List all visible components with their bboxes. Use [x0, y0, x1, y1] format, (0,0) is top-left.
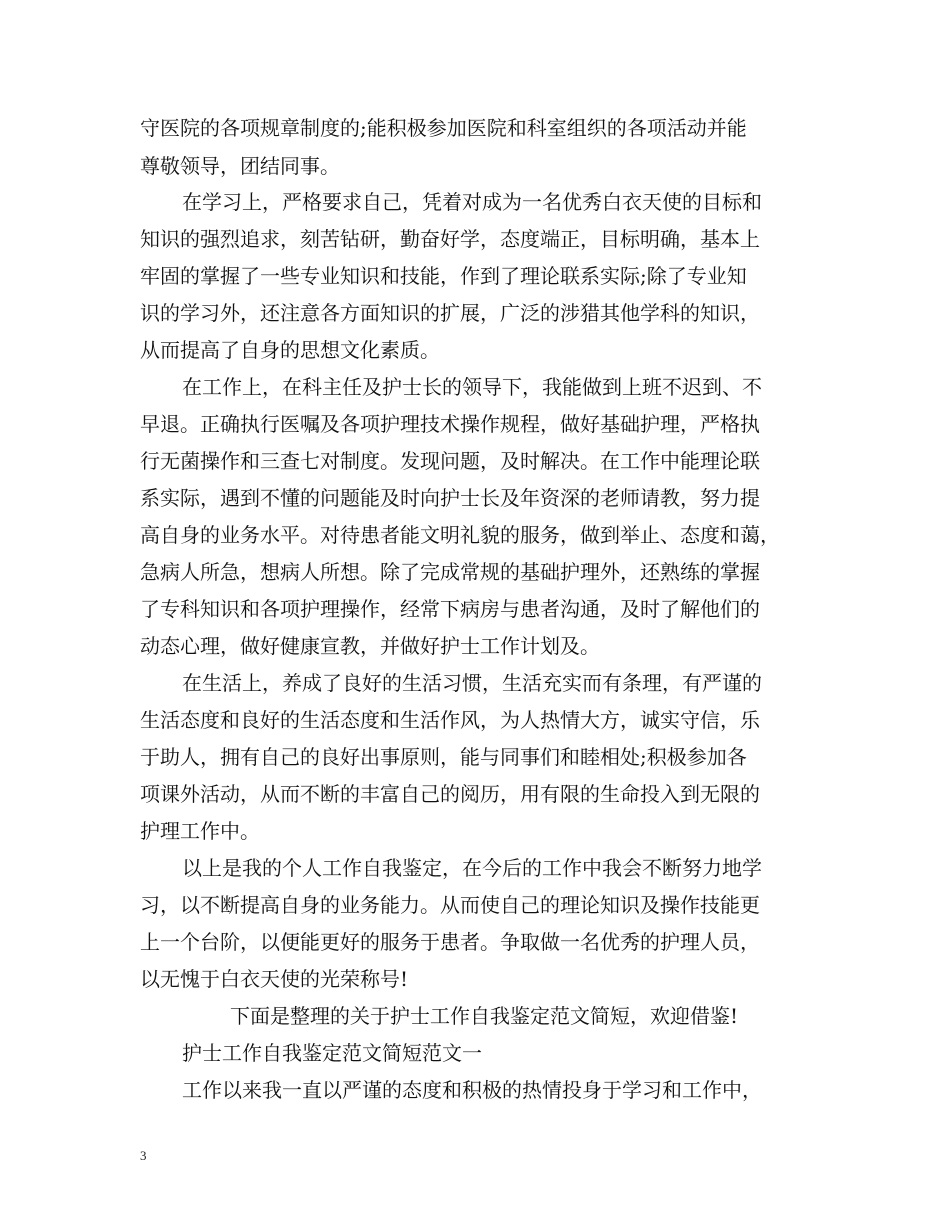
text-line: 高自身的业务水平。对待患者能文明礼貌的服务，做到举止、态度和蔼，: [140, 523, 780, 547]
text-line: 牢固的掌握了一些专业知识和技能，作到了理论联系实际;除了专业知: [140, 264, 747, 288]
text-line: 尊敬领导，团结同事。: [140, 154, 340, 178]
text-line: 动态心理，做好健康宣教，并做好护士工作计划及。: [140, 634, 600, 658]
section-heading: 护士工作自我鉴定范文简短范文一: [182, 1041, 482, 1065]
paragraph-start: 工作以来我一直以严谨的态度和积极的热情投身于学习和工作中，: [182, 1078, 762, 1102]
paragraph-start: 以上是我的个人工作自我鉴定，在今后的工作中我会不断努力地学: [182, 856, 762, 880]
text-line: 急病人所急，想病人所想。除了完成常规的基础护理外，还熟练的掌握: [140, 560, 760, 584]
text-line: 了专科知识和各项护理操作，经常下病房与患者沟通，及时了解他们的: [140, 597, 760, 621]
paragraph-start: 在生活上，养成了良好的生活习惯，生活充实而有条理，有严谨的: [182, 671, 762, 695]
text-line: 上一个台阶，以便能更好的服务于患者。争取做一名优秀的护理人员，: [140, 930, 760, 954]
text-line: 习，以不断提高自身的业务能力。从而使自己的理论知识及操作技能更: [140, 893, 760, 917]
text-line: 系实际，遇到不懂的问题能及时向护士长及年资深的老师请教，努力提: [140, 486, 760, 510]
paragraph-start: 在工作上，在科主任及护士长的领导下，我能做到上班不迟到、不: [182, 375, 762, 399]
paragraph-start: 在学习上，严格要求自己，凭着对成为一名优秀白衣天使的目标和: [182, 190, 762, 214]
text-line: 生活态度和良好的生活态度和生活作风，为人热情大方，诚实守信，乐: [140, 708, 760, 732]
text-line: 项课外活动，从而不断的丰富自己的阅历，用有限的生命投入到无限的: [140, 782, 760, 806]
text-line: 守医院的各项规章制度的;能积极参加医院和科室组织的各项活动并能: [140, 116, 747, 140]
text-line: 早退。正确执行医嘱及各项护理技术操作规程，做好基础护理，严格执: [140, 412, 760, 436]
text-line: 识的学习外，还注意各方面知识的扩展，广泛的涉猎其他学科的知识，: [140, 301, 760, 325]
text-line: 于助人，拥有自己的良好出事原则，能与同事们和睦相处;积极参加各: [140, 745, 747, 769]
page-number: 3: [140, 1148, 147, 1163]
text-line: 从而提高了自身的思想文化素质。: [140, 338, 440, 362]
text-line: 以无愧于白衣天使的光荣称号!: [140, 967, 409, 991]
text-line: 行无菌操作和三查七对制度。发现问题，及时解决。在工作中能理论联: [140, 449, 760, 473]
text-line: 知识的强烈追求，刻苦钻研，勤奋好学，态度端正，目标明确，基本上: [140, 227, 760, 251]
text-line: 护理工作中。: [140, 819, 260, 843]
intro-line: 下面是整理的关于护士工作自我鉴定范文简短，欢迎借鉴!: [230, 1004, 739, 1028]
